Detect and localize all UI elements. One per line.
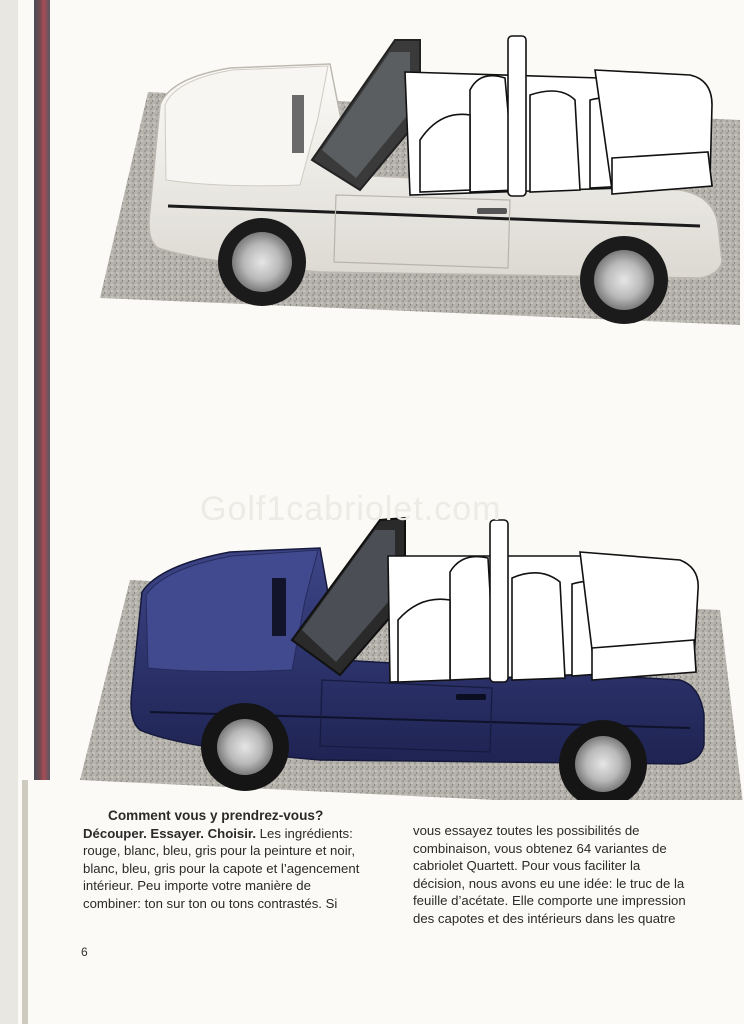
white-cabriolet-photo xyxy=(100,36,740,325)
watermark: Golf1cabriolet.com xyxy=(200,490,502,528)
left-line-2: rouge, blanc, bleu, gris pour la peinture et noir, xyxy=(83,843,355,859)
left-column-text xyxy=(83,807,383,913)
right-line-4: décision, nous avons eu une idée: le truc de la xyxy=(413,875,685,891)
binding-edge-lower xyxy=(22,780,28,1024)
white-car-vent xyxy=(292,95,304,153)
blue-car-rear-wheel xyxy=(575,736,631,792)
blue-car-interior-lineart xyxy=(388,520,698,682)
right-line-1: vous essayez toutes les possibilités de xyxy=(413,823,640,838)
left-line-1: Les ingrédients: xyxy=(256,825,353,841)
right-column-text xyxy=(413,822,718,928)
right-line-2: combinaison, vous obtenez 64 variantes de xyxy=(413,840,667,856)
white-car-front-wheel xyxy=(232,232,292,292)
blue-car-front-wheel xyxy=(217,719,273,775)
page-number: 6 xyxy=(81,945,88,959)
left-line-3: blanc, bleu, gris pour la capote et l’agencement xyxy=(83,860,360,876)
white-car-rear-wheel xyxy=(594,250,654,310)
right-line-5: feuille d’acétate. Elle comporte une impression xyxy=(413,893,686,909)
blue-car-vent xyxy=(272,578,286,636)
white-car-interior-lineart xyxy=(405,36,712,196)
white-car-door-handle xyxy=(477,208,507,214)
left-line-5: combiner: ton sur ton ou tons contrastés. Si xyxy=(83,895,338,911)
right-line-6: des capotes et des intérieurs dans les quatre xyxy=(413,910,676,926)
right-line-3: cabriolet Quartett. Pour vous faciliter la xyxy=(413,858,641,874)
section-heading: Comment vous y prendrez-vous? xyxy=(108,808,324,823)
left-line-4: intérieur. Peu importe votre manière de xyxy=(83,878,311,894)
blue-car-door-handle xyxy=(456,694,486,700)
lead-sentence: Découper. Essayer. Choisir. xyxy=(83,825,256,841)
blue-cabriolet-photo xyxy=(80,518,744,800)
